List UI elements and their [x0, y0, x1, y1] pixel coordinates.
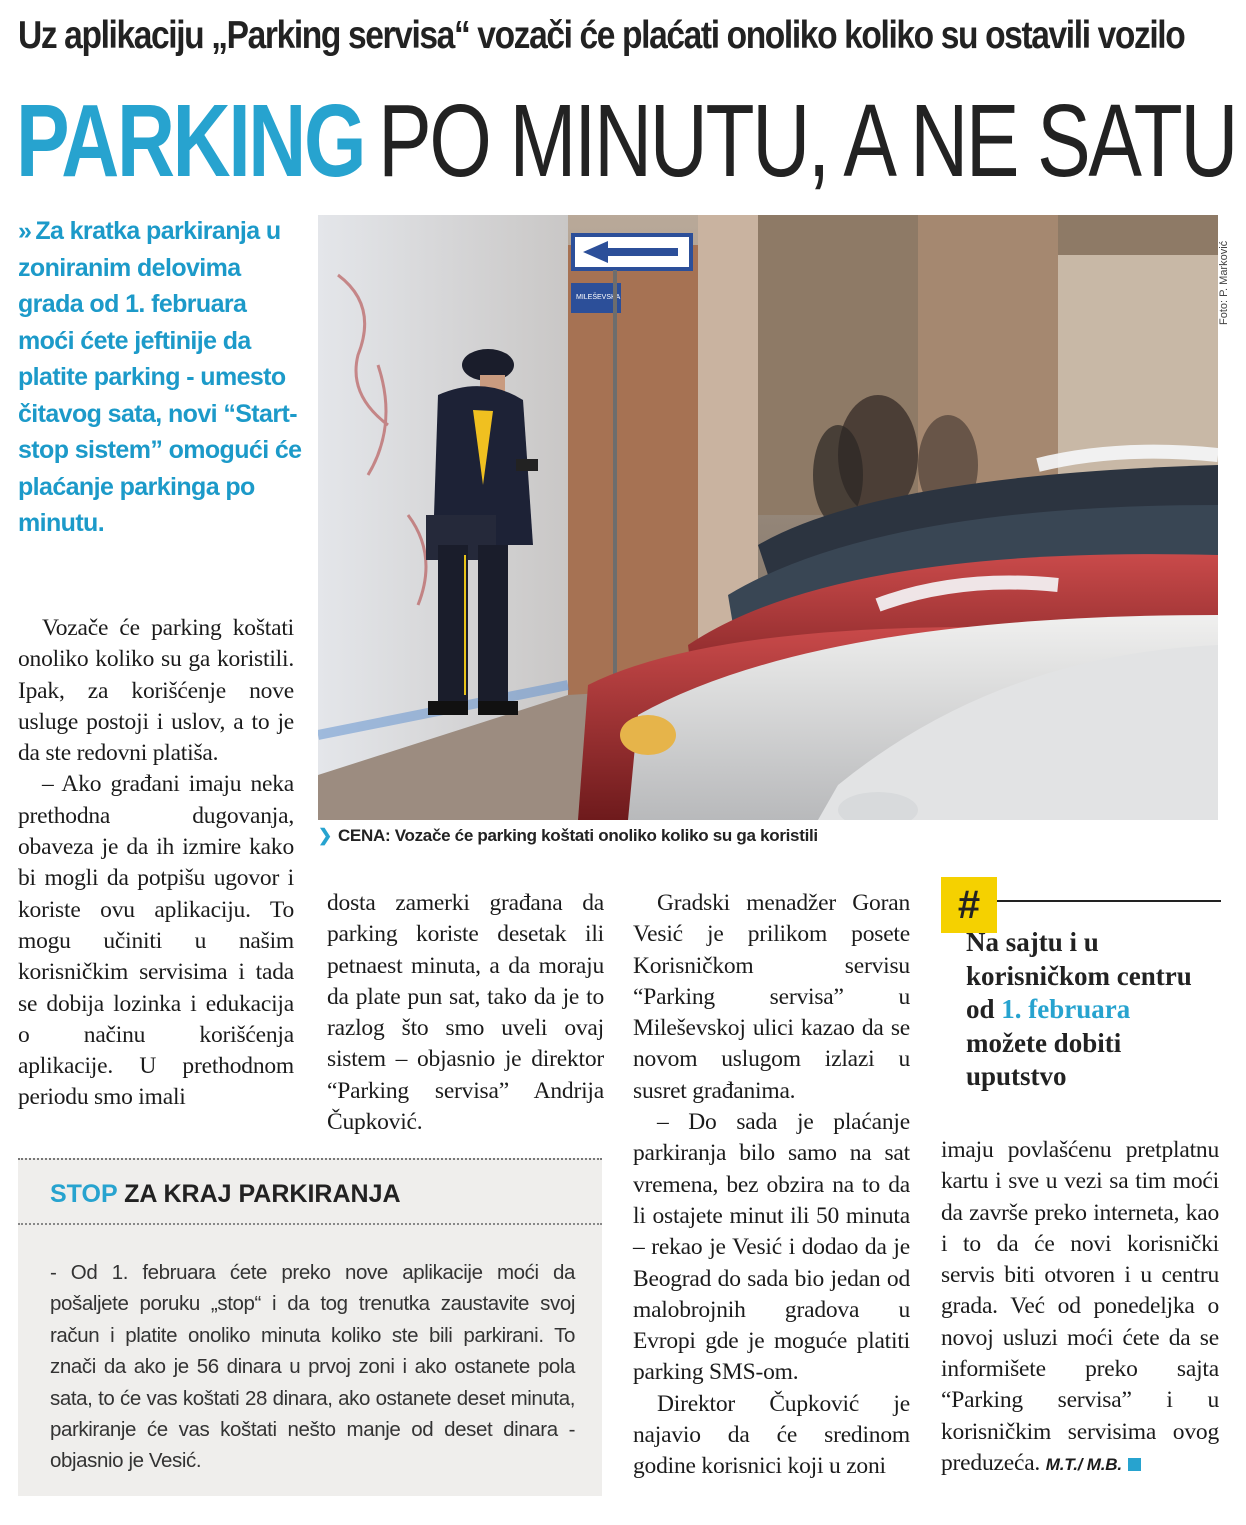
- article-photo: [318, 215, 1218, 820]
- paragraph-text: imaju povlašćenu pretplatnu kartu i sve u vezi sa tim moći da završe preko interneta, kao i to da će novi korisnički servis biti otvoren i u centru grada. Već od ponedeljka o novoj usluzi moći ćete da se informišete preko sajta “Parking servisa” i u korisničkim servisima ovog preduzeća.: [941, 1137, 1219, 1476]
- kicker: Uz aplikaciju „Parking servisa“ vozači će plaćati onoliko koliko su ostavili vozilo: [18, 14, 1185, 57]
- photo-caption: [318, 826, 1218, 846]
- article-column-1: [18, 613, 294, 1114]
- paragraph: Vozače će parking koštati onoliko koliko su ga koristili. Ipak, za korišćenje nove usluge postoji i uslov, a to je da ste redovni platiša.: [18, 615, 294, 767]
- article-column-2: [327, 888, 604, 1138]
- box-title-accent: STOP: [50, 1180, 118, 1208]
- headline: [16, 83, 1237, 198]
- end-mark-icon: [1128, 1458, 1141, 1471]
- caption-label: CENA: [337, 826, 385, 845]
- article-column-4: [941, 1135, 1219, 1480]
- photo-illustration: [318, 215, 1218, 820]
- box-text: - Od 1. februara ćete preko nove aplikacije moći da pošaljete poruku „stop“ i da tog trenutka zaustavite svoj račun i platite onoliko minuta koliko ste bili parkirani. To znači da ako je 56 dinara u prvoj zoni i ako ostanete pola sata, to će vas koštati 28 dinara, ako ostanete deset minuta, parkiranje će vas koštati nešto manje od deset dinara - objasnio je Vesić.: [50, 1261, 575, 1473]
- headline-rest: PO MINUTU, A NE SATU: [378, 83, 1237, 198]
- quote-accent: 1. februara: [1001, 994, 1131, 1024]
- double-chevron-icon: »: [18, 217, 32, 245]
- box-title: [50, 1180, 401, 1209]
- pull-quote: [966, 926, 1216, 1094]
- paragraph: Direktor Čupković je najavio da će sredinom godine korisnici koji u zoni: [633, 1390, 910, 1480]
- quote-part-1: Na sajtu i u korisničkom centru od: [966, 927, 1192, 1024]
- paragraph: [941, 1135, 1219, 1480]
- chevron-right-icon: ❯: [318, 826, 332, 845]
- street-sign-text: MILEŠEVSKA: [576, 294, 621, 301]
- quote-part-2: možete dobiti uputstvo: [966, 1027, 1122, 1091]
- caption-text: : Vozače će parking koštati onoliko koliko su ga koristili: [384, 826, 818, 845]
- author-signature: M.T./ M.B.: [1045, 1454, 1122, 1474]
- paragraph: dosta zamerki građana da parking koriste desetak ili petnaest minuta, a da moraju da plate pun sat, tako da je to razlog što smo uveli ovaj sistem – objasnio je direktor “Parking servisa” Andrija Čupković.: [327, 890, 604, 1136]
- photo-credit: Foto: P. Marković: [1218, 240, 1230, 325]
- headline-accent: PARKING: [16, 83, 365, 198]
- lead-paragraph: [18, 213, 303, 542]
- paragraph: – Ako građani imaju neka prethodna dugovanja, obaveza je da ih izmire kako bi mogli da potpišu ugovor i koriste ovu aplikaciju. To mogu učiniti u našim korisničkim servisima i tada se dobija lozinka i edukacija o načinu korišćenja aplikacije. U prethodnom periodu smo imali: [18, 771, 294, 1111]
- box-title-rest: ZA KRAJ PARKIRANJA: [117, 1180, 401, 1208]
- lead-text: Za kratka parkiranja u zoniranim delovima grada od 1. februara moći ćete jeftinije da platite parking - umesto čitavog sata, novi “Start-stop sistem” omogući će plaćanje parkinga po minutu.: [18, 217, 302, 537]
- hash-icon: #: [941, 877, 997, 933]
- paragraph: Gradski menadžer Goran Vesić je prilikom posete Korisničkom servisu “Parking servisa” u Mileševskoj ulici kazao da se novom uslugom izlazi u susret građanima.: [633, 890, 910, 1104]
- article-column-3: [633, 888, 910, 1483]
- paragraph: – Do sada je plaćanje parkiranja bilo samo na sat vremena, bez obzira na to da li ostajete minut ili 50 minuta – rekao je Vesić i dodao da je Beograd do sada bio jedan od malobrojnih gradova u Evropi gde je moguće platiti parking SMS-om.: [633, 1109, 910, 1386]
- box-border-top: [18, 1158, 602, 1160]
- box-divider: [18, 1223, 602, 1225]
